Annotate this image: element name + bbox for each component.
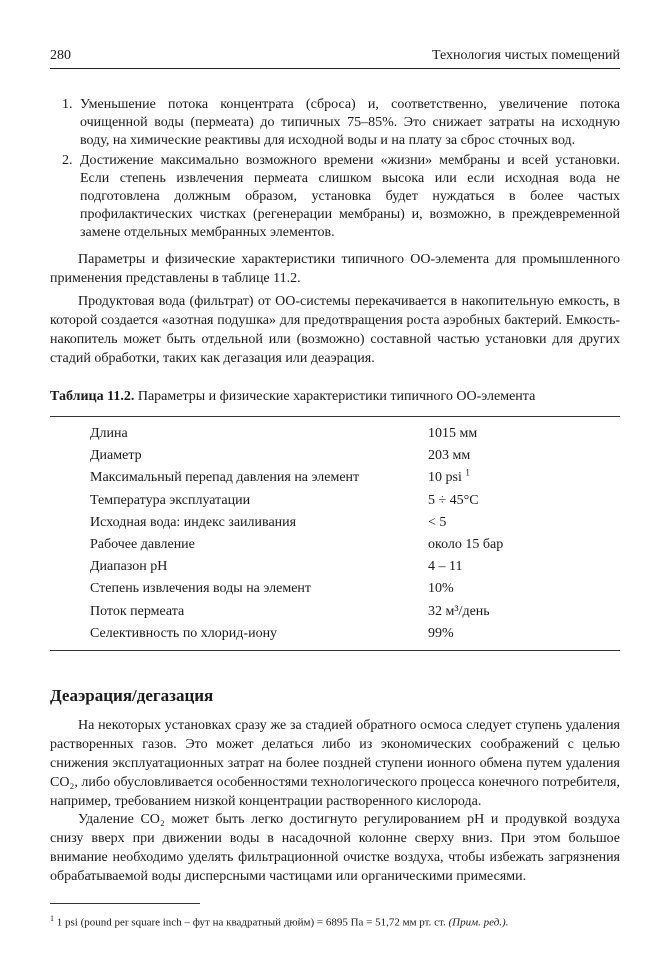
table-cell-param: Максимальный перепад давления на элемент xyxy=(90,470,360,486)
table-cell-value-text: 10 psi xyxy=(428,470,462,486)
table-cell-value: 5 ÷ 45°С xyxy=(428,492,479,508)
table-row xyxy=(50,535,620,557)
table-row xyxy=(50,513,620,535)
table-row xyxy=(50,579,620,601)
table-cell-param: Температура эксплуатации xyxy=(90,492,251,508)
table-top-rule xyxy=(50,416,620,417)
table-cell-value: 203 мм xyxy=(428,448,471,464)
table-cell-value: 32 м³/день xyxy=(428,603,490,619)
table-cell-value: 4 – 11 xyxy=(428,559,463,575)
table-row xyxy=(50,624,620,646)
running-header xyxy=(50,48,620,68)
footnote-mark: 1 xyxy=(50,914,54,923)
list-item-number: 1. xyxy=(62,97,73,112)
table-cell-value xyxy=(428,467,470,486)
table-cell-param: Диаметр xyxy=(90,448,142,464)
list-item xyxy=(50,96,620,150)
paragraph-storage-tank: Продуктовая вода (фильтрат) от ОО-системы перекачивается в накопительную емкость, в которой создается «азотная подушка» для предотвращения роста аэробных бактерий. Емкость-накопитель может быть отдельной или (возможно) составной частью установки для других стадий обработки, таких как дегазация или деаэрация. xyxy=(50,294,620,366)
table-row xyxy=(50,446,620,468)
table-caption-text: Параметры и физические характеристики типичного ОО-элемента xyxy=(137,389,536,404)
section-heading: Деаэрация/дегазация xyxy=(50,686,214,705)
table-caption xyxy=(50,388,620,406)
footnote-rule xyxy=(50,903,200,904)
numbered-list xyxy=(50,96,620,244)
table-row xyxy=(50,491,620,513)
table-cell-param: Длина xyxy=(90,426,128,441)
table-bottom-rule xyxy=(50,650,620,651)
footnote-text: 1 psi (pound per square inch – фут на квадратный дюйм) = 6895 Па = 51,72 мм рт. ст. xyxy=(56,916,446,929)
table-cell-param: Поток пермеата xyxy=(90,603,185,619)
paragraph-co2-removal: Удаление CO₂ может быть легко достигнуто регулированием pH и продувкой воздуха снизу вверх при движении воды в насадочной колонне сверху вниз. При этом большое внимание необходимо уделять фильтрационной очистке воздуха, чтобы избежать загрязнения обрабатываемой воды дисперсными частицами или органическими примесями. xyxy=(50,812,620,884)
table-cell-value: < 5 xyxy=(428,514,447,530)
paragraph-degassing-intro: На некоторых установках сразу же за стадией обратного осмоса следует ступень удаления растворенных газов. Это может делаться либо из экономических соображений с целью снижения эксплуатационных затрат на более поздней ступени ионного обмена путем удаления CO₂, либо обусловливается особенностями технологического процесса конечного потребителя, например, требованием низкой концентрации растворенного кислорода. xyxy=(50,718,620,809)
table-cell-param: Селективность по хлорид-иону xyxy=(90,625,278,641)
paragraph-table-reference: Параметры и физические характеристики типичного ОО-элемента для промышленного применения представлены в таблице 11.2. xyxy=(50,252,620,286)
list-item xyxy=(50,152,620,242)
list-item-number: 2. xyxy=(62,153,73,168)
footnote-editor-note: (Прим. ред.). xyxy=(448,916,509,929)
table-cell-param: Исходная вода: индекс заиливания xyxy=(90,514,297,530)
footnote-reference: 1 xyxy=(465,467,470,478)
table-row xyxy=(50,424,620,446)
list-item-text: Достижение максимально возможного времени «жизни» мембраны и всей установки. Если степень извлечения пермеата слишком высока или если исходная вода не подготовлена должным образом, установка будет нуждаться в более частых профилактических чистках (регенерации мембраны) и, возможно, в преждевременной замене отдельных мембранных элементов. xyxy=(80,153,620,240)
table-cell-value: около 15 бар xyxy=(428,536,504,552)
table-row xyxy=(50,557,620,579)
table-cell-value: 1015 мм xyxy=(428,426,478,441)
table-row xyxy=(50,468,620,490)
table-cell-value: 10% xyxy=(428,581,454,597)
running-title: Технология чистых помещений xyxy=(431,48,620,63)
footnote xyxy=(50,911,620,931)
header-rule xyxy=(50,68,620,69)
table-cell-param: Степень извлечения воды на элемент xyxy=(90,581,312,597)
page-number: 280 xyxy=(50,48,71,63)
table-row xyxy=(50,602,620,624)
document-page xyxy=(50,0,620,980)
table-caption-label: Таблица 11.2. xyxy=(50,389,135,404)
table-cell-param: Рабочее давление xyxy=(90,536,195,552)
table-cell-param: Диапазон pH xyxy=(90,559,168,575)
list-item-text: Уменьшение потока концентрата (сброса) и, соответственно, увеличение потока очищенной воды (пермеата) до типичных 75–85%. Это снижает затраты на исходную воду, на химические реактивы для исходной воды и на плату за сброс сточных вод. xyxy=(80,97,620,148)
parameters-table xyxy=(50,424,620,646)
table-cell-value: 99% xyxy=(428,625,454,641)
